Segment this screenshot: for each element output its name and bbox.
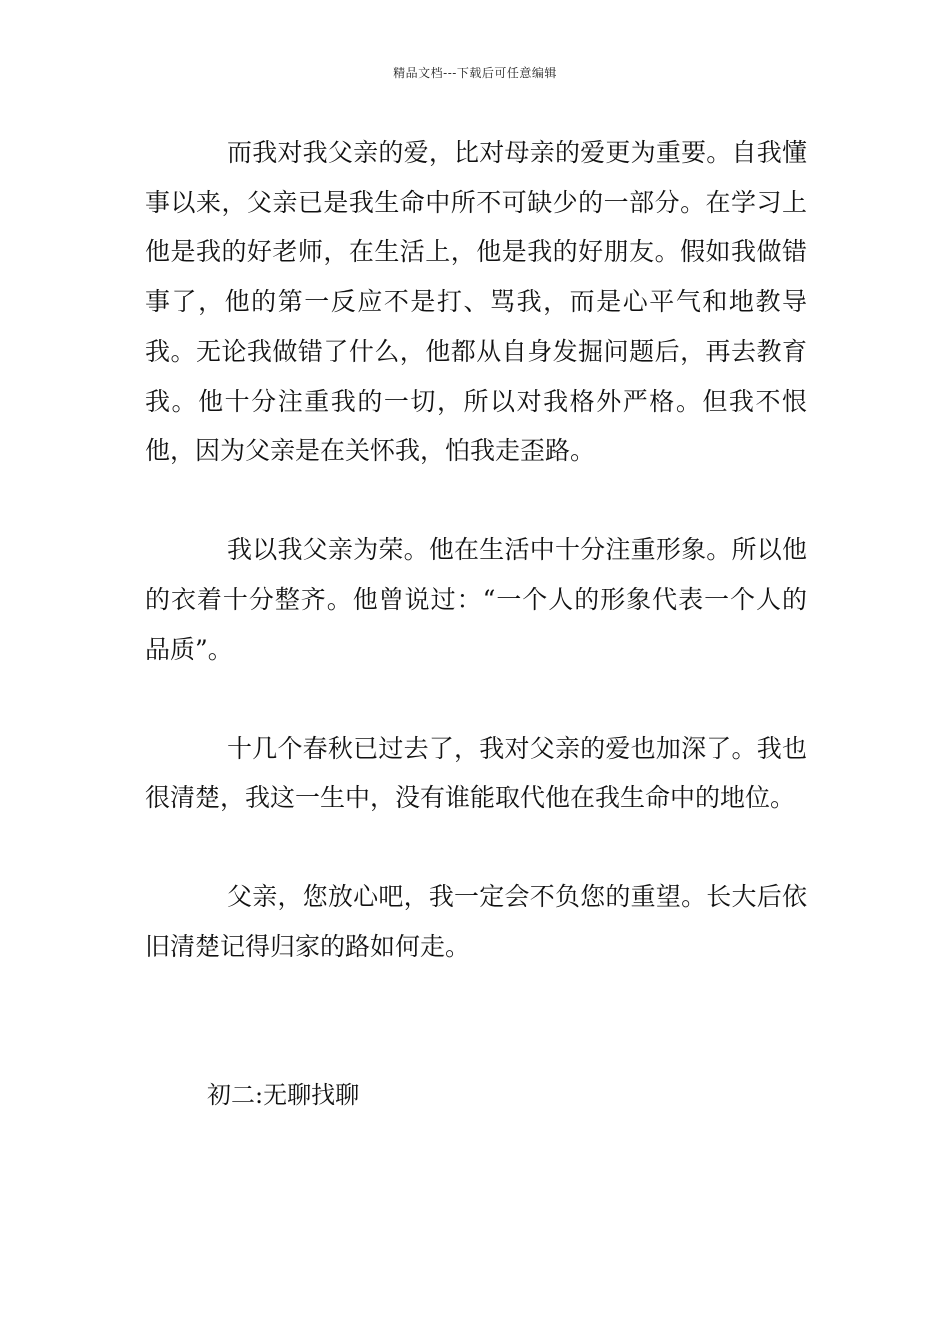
document-body: [145, 128, 807, 972]
paragraph-4: 父亲，您放心吧，我一定会不负您的重望。长大后依旧清楚记得归家的路如何走。: [145, 882, 807, 962]
paragraph-1: 而我对我父亲的爱，比对母亲的爱更为重要。自我懂事以来，父亲已是我生命中所不可缺少的一部分。在学习上他是我的好老师，在生活上，他是我的好朋友。假如我做错事了，他的第一反应不是打、骂我，而是心平气和地教导我。无论我做错了什么，他都从自身发掘问题后，再去教育我。他十分注重我的一切，所以对我格外严格。但我不恨他，因为父亲是在关怀我，怕我走歪路。: [145, 138, 807, 466]
page-header: 精品文档---下载后可任意编辑: [393, 66, 557, 80]
section-title: 初二:无聊找聊: [207, 1081, 360, 1109]
paragraph-2: 我以我父亲为荣。他在生活中十分注重形象。所以他的衣着十分整齐。他曾说过：“一个人的形象代表一个人的品质”。: [145, 535, 807, 664]
paragraph-3: 十几个春秋已过去了，我对父亲的爱也加深了。我也很清楚，我这一生中，没有谁能取代他在我生命中的地位。: [145, 733, 807, 813]
